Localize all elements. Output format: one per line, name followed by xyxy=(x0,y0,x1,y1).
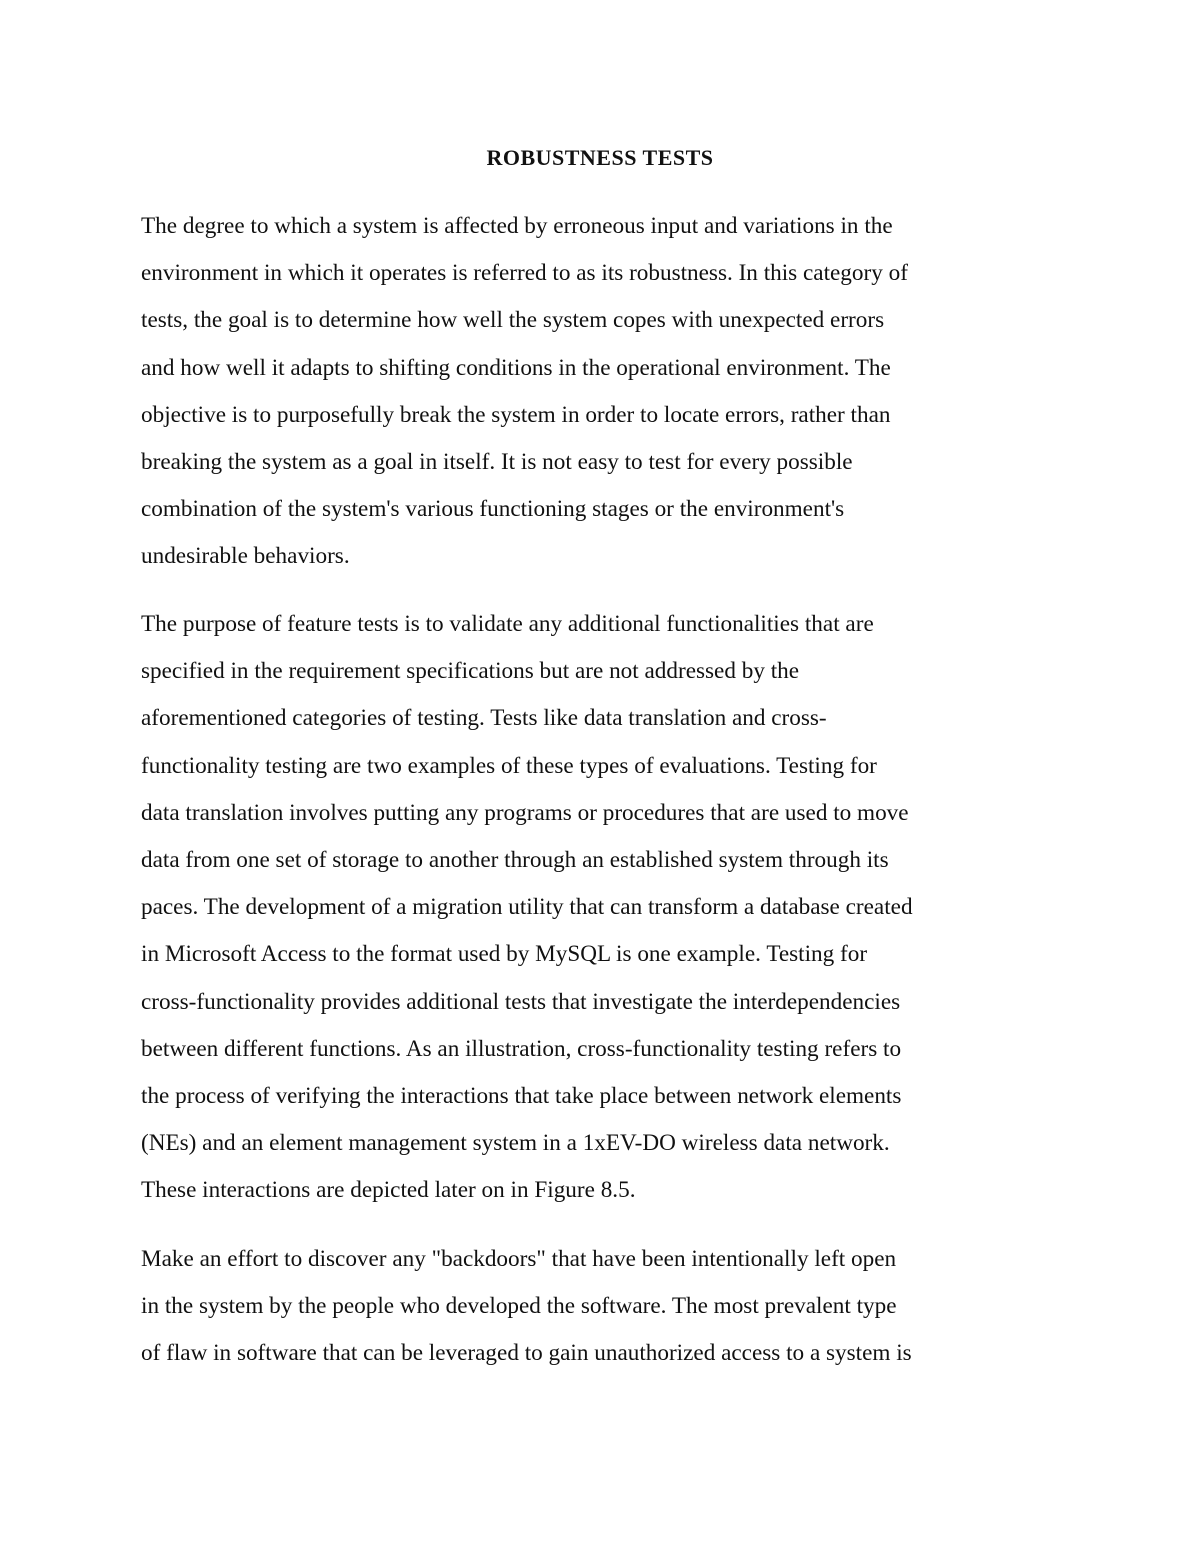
text-line: These interactions are depicted later on in Figure 8.5. xyxy=(141,1177,636,1204)
text-line: data from one set of storage to another through an established system through its xyxy=(141,847,889,874)
text-line: the process of verifying the interactions that take place between network elements xyxy=(141,1083,902,1110)
text-line: tests, the goal is to determine how well the system copes with unexpected errors xyxy=(141,307,885,334)
text-line: in the system by the people who developed the software. The most prevalent type xyxy=(141,1293,897,1320)
text-line: (NEs) and an element management system in a 1xEV-DO wireless data network. xyxy=(141,1130,890,1157)
page-title: ROBUSTNESS TESTS xyxy=(486,145,714,170)
text-line: cross-functionality provides additional tests that investigate the interdependencies xyxy=(141,988,901,1015)
text-line: paces. The development of a migration utility that can transform a database created xyxy=(141,894,913,921)
text-line: data translation involves putting any programs or procedures that are used to move xyxy=(141,799,909,826)
paragraph-feature-tests xyxy=(141,601,1071,1215)
paragraph-robustness xyxy=(141,203,1071,581)
text-line: breaking the system as a goal in itself. It is not easy to test for every possible xyxy=(141,449,853,476)
text-line: functionality testing are two examples of these types of evaluations. Testing for xyxy=(141,752,877,779)
text-line: Make an effort to discover any "backdoors" that have been intentionally left open xyxy=(141,1246,897,1272)
text-line: The purpose of feature tests is to validate any additional functionalities that are xyxy=(141,611,874,637)
text-line: of flaw in software that can be leveraged to gain unauthorized access to a system is xyxy=(141,1340,912,1367)
text-line: aforementioned categories of testing. Tests like data translation and cross- xyxy=(141,705,827,732)
paragraph-backdoors xyxy=(141,1236,1071,1378)
text-line: undesirable behaviors. xyxy=(141,543,350,570)
text-line: environment in which it operates is referred to as its robustness. In this category of xyxy=(141,260,908,287)
text-line: combination of the system's various functioning stages or the environment's xyxy=(141,496,845,523)
text-line: The degree to which a system is affected by erroneous input and variations in the xyxy=(141,213,893,239)
text-line: between different functions. As an illustration, cross-functionality testing refers to xyxy=(141,1035,902,1062)
text-line: specified in the requirement specifications but are not addressed by the xyxy=(141,658,800,685)
text-line: objective is to purposefully break the system in order to locate errors, rather than xyxy=(141,401,891,428)
text-line: and how well it adapts to shifting conditions in the operational environment. The xyxy=(141,354,891,381)
text-line: in Microsoft Access to the format used by MySQL is one example. Testing for xyxy=(141,941,868,968)
